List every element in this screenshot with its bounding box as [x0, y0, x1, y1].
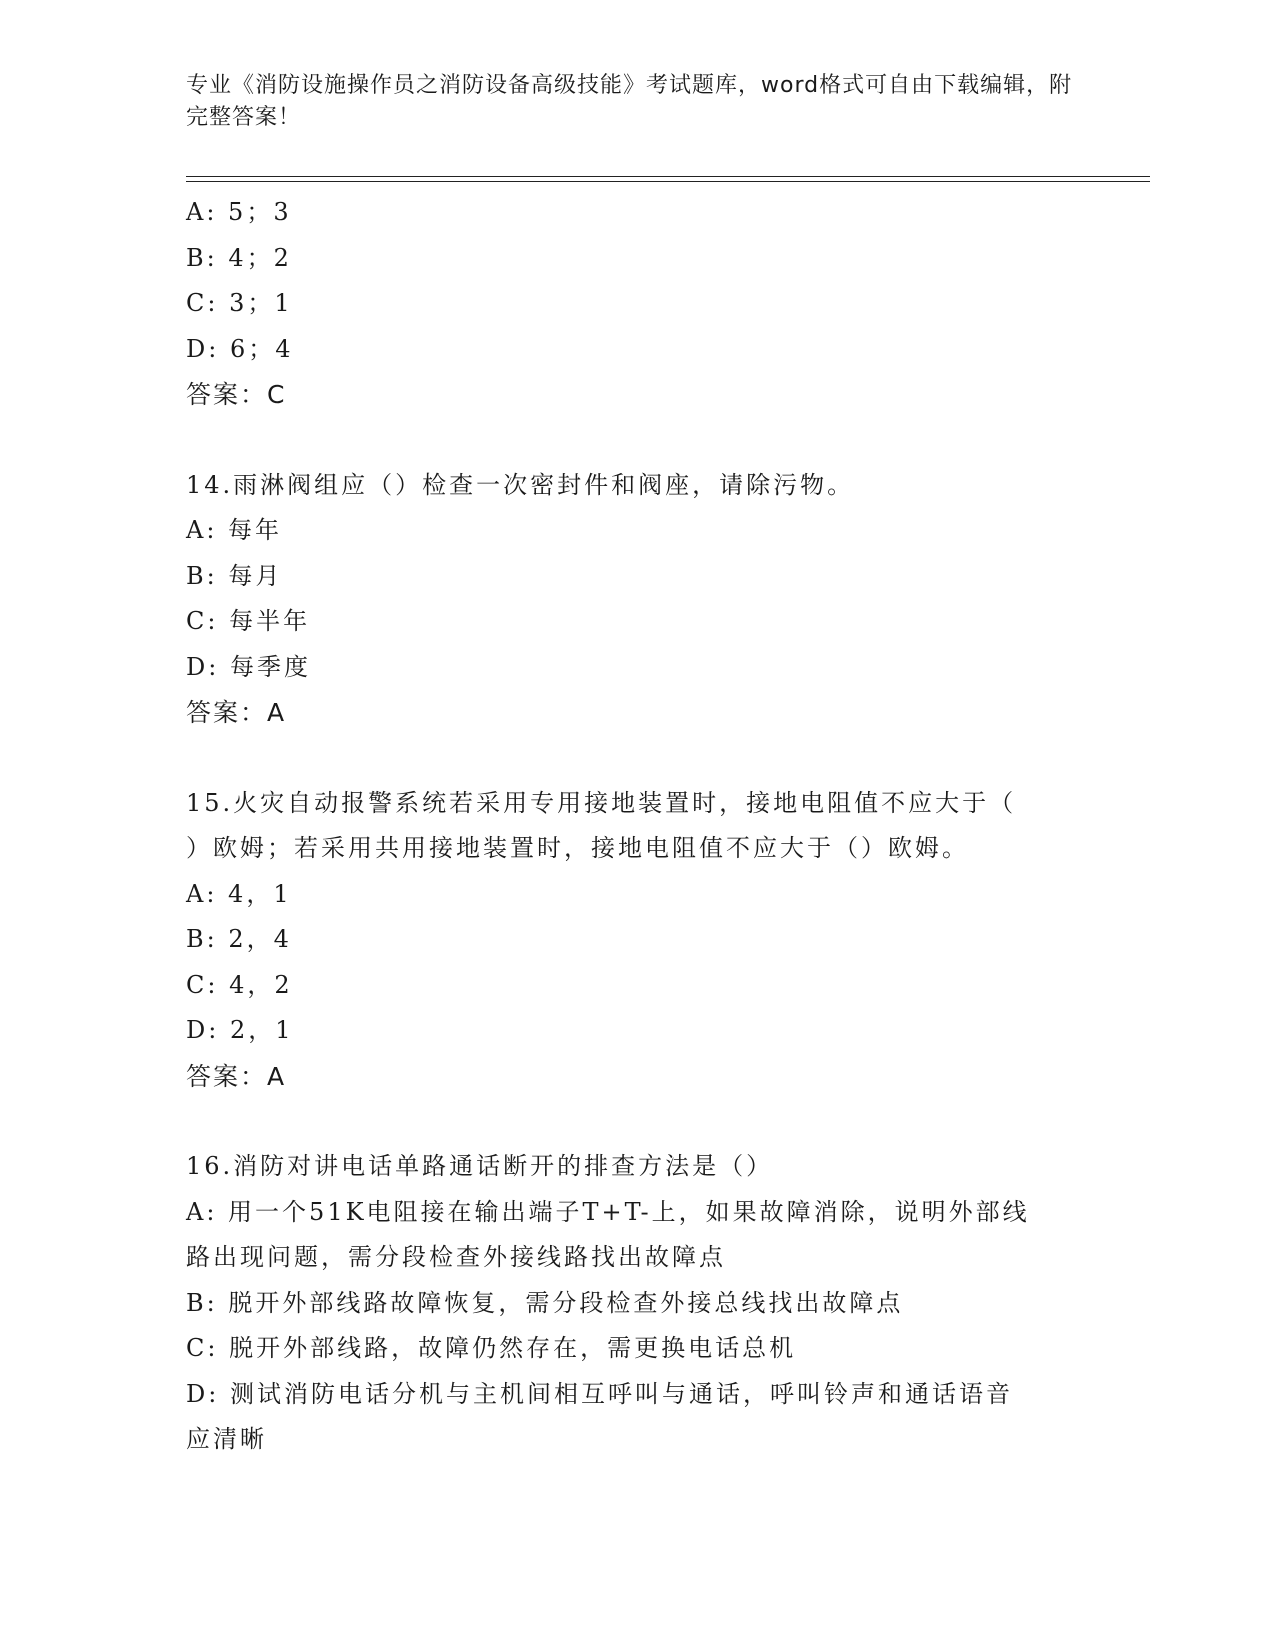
- question-stem: 14.雨淋阀组应（）检查一次密封件和阀座，请除污物。: [186, 470, 855, 499]
- header-divider-top: [186, 176, 1150, 177]
- document-header: 专业《消防设施操作员之消防设备高级技能》考试题库，word格式可自由下载编辑，附完整答案！: [186, 73, 1073, 130]
- option-c: C: 脱开外部线路，故障仍然存在，需更换电话总机: [186, 1334, 797, 1362]
- option-a-line-2: 路出现问题，需分段检查外接线路找出故障点: [186, 1243, 726, 1271]
- question-15: [186, 781, 1086, 1100]
- option-b: B: 2，4: [186, 925, 292, 953]
- question-16: [186, 1144, 1086, 1463]
- option-c: C: 3；1: [186, 289, 293, 317]
- option-c: C: 4，2: [186, 970, 293, 999]
- question-stem-line-1: 15.火灾自动报警系统若采用专用接地装置时，接地电阻值不应大于（: [186, 788, 1017, 817]
- option-d: D: 2，1: [186, 1016, 294, 1044]
- option-a: A: 5；3: [186, 198, 292, 226]
- question-13-tail: [186, 190, 1086, 418]
- option-a: A: 每年: [186, 516, 283, 544]
- option-b: B: 脱开外部线路故障恢复，需分段检查外接总线找出故障点: [186, 1288, 904, 1317]
- option-c: C: 每半年: [186, 607, 311, 635]
- answer-label: 答案：A: [186, 1061, 287, 1091]
- question-list: [186, 190, 1086, 1463]
- spacer: [186, 418, 1086, 463]
- option-d-line-2: 应清晰: [186, 1425, 267, 1453]
- header-divider-bottom: [186, 181, 1150, 182]
- option-d: D: 6；4: [186, 334, 294, 363]
- spacer: [186, 1099, 1086, 1144]
- question-14: [186, 463, 1086, 736]
- answer-label: 答案：C: [186, 380, 287, 409]
- option-b: B: 每月: [186, 561, 283, 590]
- question-stem: 16.消防对讲电话单路通话断开的排查方法是（）: [186, 1152, 774, 1180]
- answer-label: 答案：A: [186, 698, 287, 727]
- option-a: A: 4，1: [186, 879, 292, 908]
- option-d: D: 每季度: [186, 652, 311, 681]
- question-stem-line-2: ）欧姆；若采用共用接地装置时，接地电阻值不应大于（）欧姆。: [186, 834, 969, 862]
- option-b: B: 4；2: [186, 243, 292, 272]
- option-a-line-1: A: 用一个51K电阻接在输出端子T+T-上，如果故障消除，说明外部线: [186, 1197, 1030, 1226]
- spacer: [186, 736, 1086, 781]
- option-d-line-1: D: 测试消防电话分机与主机间相互呼叫与通话，呼叫铃声和通话语音: [186, 1379, 1013, 1408]
